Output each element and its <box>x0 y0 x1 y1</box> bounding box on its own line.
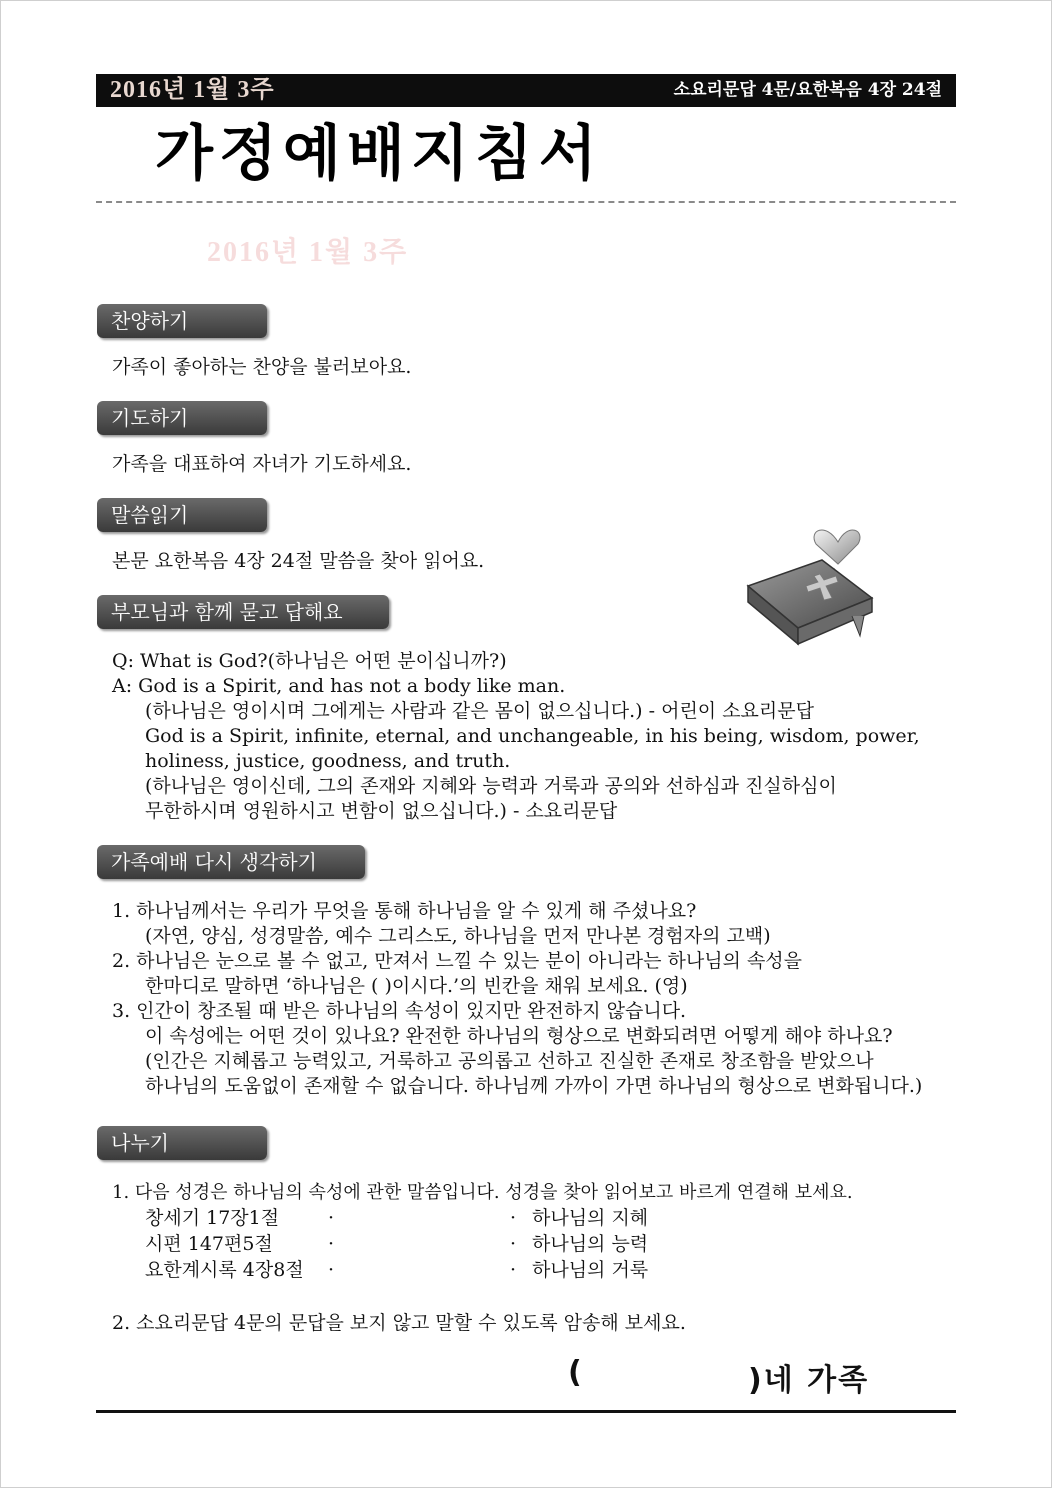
title-divider <box>96 201 956 203</box>
family-name-open-paren: ( <box>568 1355 584 1390</box>
qa-answer-line: A: God is a Spirit, and has not a body like man. <box>112 675 566 697</box>
qa-answer-line: holiness, justice, goodness, and truth. <box>145 750 511 772</box>
section-heading-share: 나누기 <box>97 1126 267 1160</box>
page-title: 가정예배지침서 <box>155 119 603 189</box>
prayer-text: 가족을 대표하여 자녀가 기도하세요. <box>112 453 412 475</box>
week-watermark: 2016년 1월 3주 <box>207 237 409 268</box>
qa-answer-line: (하나님은 영이신데, 그의 존재와 지혜와 능력과 거룩과 공의와 선하심과 진실하심이 <box>145 775 837 797</box>
section-heading-reading: 말씀읽기 <box>97 498 267 532</box>
match-left-dot: · <box>328 1259 335 1281</box>
reflect-line: 2. 하나님은 눈으로 볼 수 없고, 만져서 느낄 수 있는 분이 아니라는 하나님의 속성을 <box>112 950 803 972</box>
bottom-divider <box>96 1410 956 1413</box>
reflect-line: (인간은 지혜롭고 능력있고, 거룩하고 공의롭고 선하고 진실한 존재로 창조함을 받았으나 <box>145 1050 874 1072</box>
header-week: 2016년 1월 3주 <box>110 77 275 103</box>
family-name-label: )네 가족 <box>748 1363 870 1398</box>
section-heading-prayer: 기도하기 <box>97 401 267 435</box>
reflect-line: 한마디로 말하면 ‘하나님은 ( )이시다.’의 빈칸을 채워 보세요. (영) <box>145 975 688 997</box>
match-right-dot: · <box>510 1207 517 1229</box>
match-left-item: 요한계시록 4장8절 <box>145 1259 304 1281</box>
praise-text: 가족이 좋아하는 찬양을 불러보아요. <box>112 356 412 378</box>
reading-text: 본문 요한복음 4장 24절 말씀을 찾아 읽어요. <box>112 550 485 572</box>
reflect-line: 하나님의 도움없이 존재할 수 없습니다. 하나님께 가까이 가면 하나님의 형상으로 변화됩니다.) <box>145 1075 923 1097</box>
bible-with-heart-icon <box>740 512 880 652</box>
qa-question: Q: What is God?(하나님은 어떤 분이십니까?) <box>112 650 507 672</box>
match-right-item: 하나님의 지혜 <box>532 1207 649 1229</box>
qa-answer-line: 무한하시며 영원하시고 변함이 없으십니다.) - 소요리문답 <box>145 800 618 822</box>
reflect-line: (자연, 양심, 성경말씀, 예수 그리스도, 하나님을 먼저 만나본 경험자의 고백) <box>145 925 771 947</box>
section-heading-praise: 찬양하기 <box>97 304 267 338</box>
share-item-2: 2. 소요리문답 4문의 문답을 보지 않고 말할 수 있도록 암송해 보세요. <box>112 1312 686 1334</box>
match-left-item: 시편 147편5절 <box>145 1233 273 1255</box>
match-right-item: 하나님의 거룩 <box>532 1259 649 1281</box>
match-left-dot: · <box>328 1233 335 1255</box>
reflect-line: 3. 인간이 창조될 때 받은 하나님의 속성이 있지만 완전하지 않습니다. <box>112 1000 687 1022</box>
match-left-dot: · <box>328 1207 335 1229</box>
section-heading-qa: 부모님과 함께 묻고 답해요 <box>97 595 389 629</box>
match-right-item: 하나님의 능력 <box>532 1233 649 1255</box>
qa-answer-line: God is a Spirit, infinite, eternal, and unchangeable, in his being, wisdom, power, <box>145 725 920 747</box>
share-item-1: 1. 다음 성경은 하나님의 속성에 관한 말씀입니다. 성경을 찾아 읽어보고 바르게 연결해 보세요. <box>112 1182 853 1203</box>
match-left-item: 창세기 17장1절 <box>145 1207 280 1229</box>
qa-answer-line: (하나님은 영이시며 그에게는 사람과 같은 몸이 없으십니다.) - 어린이 소요리문답 <box>145 700 814 722</box>
header-bar <box>96 74 956 107</box>
section-heading-reflect: 가족예배 다시 생각하기 <box>97 845 365 879</box>
match-right-dot: · <box>510 1259 517 1281</box>
reflect-line: 이 속성에는 어떤 것이 있나요? 완전한 하나님의 형상으로 변화되려면 어떻게 해야 하나요? <box>145 1025 893 1047</box>
header-reference: 소요리문답 4문/요한복음 4장 24절 <box>673 80 942 100</box>
match-right-dot: · <box>510 1233 517 1255</box>
reflect-line: 1. 하나님께서는 우리가 무엇을 통해 하나님을 알 수 있게 해 주셨나요? <box>112 900 697 922</box>
